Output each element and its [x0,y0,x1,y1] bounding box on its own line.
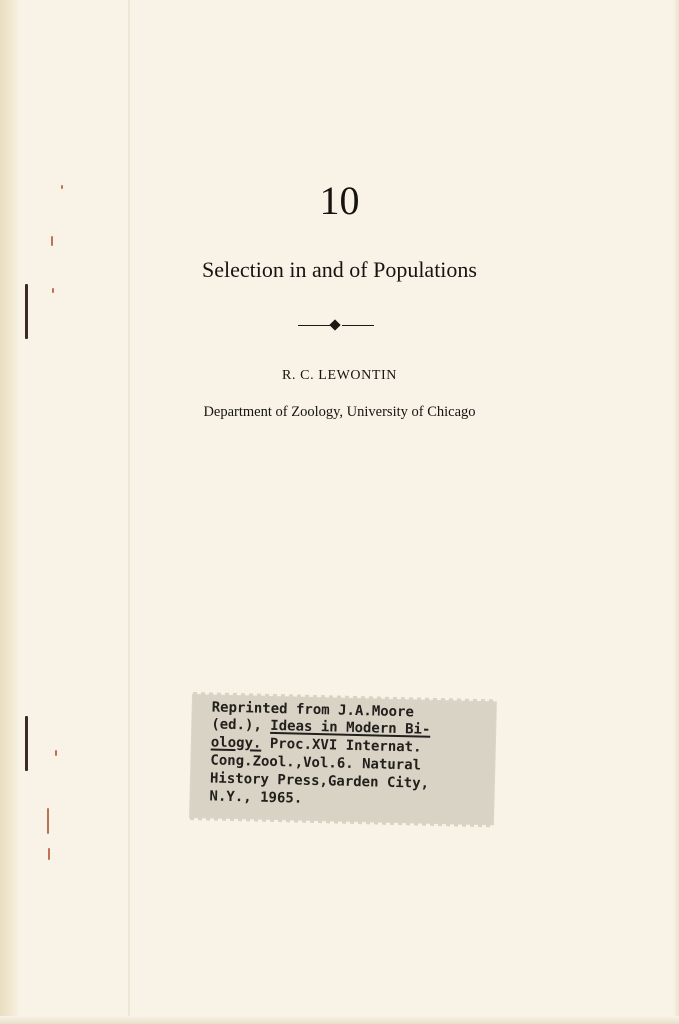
rust-mark [48,848,50,860]
chapter-number: 10 [319,178,360,223]
label-text: Proc.XVI Internat. [261,735,422,756]
label-line: Reprinted from J.A.Moore [211,699,415,721]
label-line: N.Y., 1965. [209,788,303,807]
rust-mark [52,288,54,293]
page-right-edge [673,0,679,1024]
page-fold-line [128,0,130,1024]
staple-icon [25,716,28,771]
rust-mark [47,808,49,834]
label-text: (ed.), [211,716,271,734]
page-bottom-edge [0,1016,679,1024]
diamond-rule-icon [298,320,374,332]
chapter-title: Selection in and of Populations [202,257,477,282]
rust-mark [55,750,57,756]
staple-icon [25,284,28,339]
reprint-citation-label [190,695,496,824]
author-name: R. C. LEWONTIN [282,368,397,383]
label-line: Cong.Zool.,Vol.6. Natural [210,752,422,774]
rust-mark [51,236,53,246]
author-affiliation: Department of Zoology, University of Chicago [203,404,476,420]
label-line: History Press,Garden City, [209,770,430,792]
book-title-part: ology. [210,734,262,752]
book-title-part: Ideas in Modern Bi- [270,717,431,738]
stapled-spine [0,0,18,1024]
